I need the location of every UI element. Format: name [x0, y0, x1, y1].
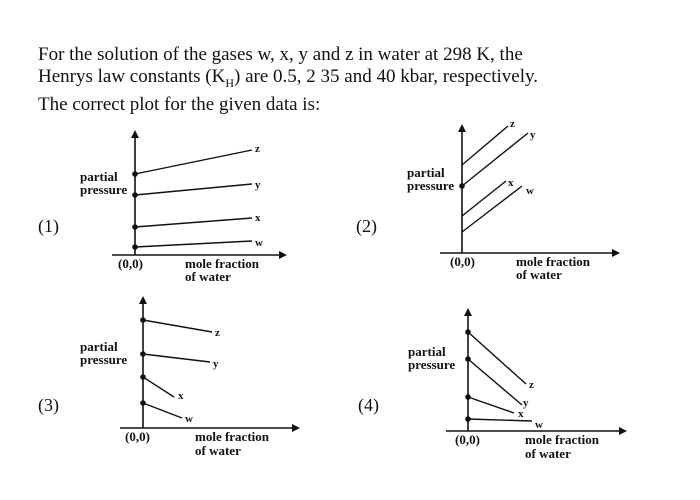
plot-3-series-x: x [178, 390, 184, 402]
plot-1-point-x [132, 224, 138, 230]
plot-3-ylabel-2: pressure [80, 352, 128, 367]
plot-2 [407, 118, 618, 282]
plot-2-ylabel-1: partial [407, 165, 445, 180]
plot-1-series-z: z [255, 143, 260, 155]
plot-4-series-x: x [518, 408, 524, 420]
plot-3 [80, 298, 298, 458]
option-3-label: (3) [38, 395, 59, 415]
plot-2-line-x [462, 181, 506, 216]
plot-1-series-x: x [255, 212, 261, 224]
plot-3-ylabel-1: partial [80, 339, 118, 354]
plot-3-series-y: y [213, 358, 219, 370]
option-4-label: (4) [358, 395, 379, 415]
plot-2-line-z [462, 126, 508, 165]
plot-2-series-x: x [508, 177, 514, 189]
plot-3-line-z [143, 320, 212, 332]
plot-4-series-z: z [529, 379, 534, 391]
plot-2-series-y: y [530, 129, 536, 141]
plot-4-point-y [465, 356, 471, 362]
plot-4-xlabel-2: of water [525, 446, 571, 461]
plot-1-origin: (0,0) [118, 256, 143, 271]
plot-2-ylabel-2: pressure [407, 178, 455, 193]
plot-3-point-w [140, 400, 146, 406]
plot-3-line-y [143, 354, 210, 362]
plot-3-point-z [140, 317, 146, 323]
plot-1-point-y [132, 192, 138, 198]
plot-4-line-x [468, 397, 514, 413]
plot-1-xlabel-2: of water [185, 269, 231, 284]
plot-3-line-x [143, 377, 174, 397]
plot-4-series-w: w [535, 419, 543, 431]
plot-4-origin: (0,0) [455, 432, 480, 447]
plot-1-xlabel-1: mole fraction [185, 256, 260, 271]
plot-1 [80, 132, 285, 284]
plot-4-line-z [468, 332, 526, 384]
plot-3-series-z: z [215, 327, 220, 339]
plot-3-origin: (0,0) [125, 429, 150, 444]
question-line-3: The correct plot for the given data is: [38, 93, 321, 115]
plot-1-ylabel-2: pressure [80, 182, 128, 197]
plot-3-xlabel-1: mole fraction [195, 429, 270, 444]
plot-1-point-w [132, 244, 138, 250]
plot-1-line-w [135, 241, 252, 247]
plot-1-point-z [132, 171, 138, 177]
plot-1-line-y [135, 184, 252, 195]
plot-4-ylabel-2: pressure [408, 357, 456, 372]
plot-1-line-z [135, 150, 252, 174]
plot-1-ylabel-1: partial [80, 169, 118, 184]
plot-4-point-z [465, 329, 471, 335]
plot-3-point-y [140, 351, 146, 357]
plot-4-point-w [465, 416, 471, 422]
plot-2-xlabel-1: mole fraction [516, 254, 591, 269]
plot-2-point [459, 183, 465, 189]
plot-4 [408, 310, 625, 461]
question-line-2: Henrys law constants $(K_H)$ are 0.5, 2 35 and 40 kbar, respectively. [38, 66, 539, 90]
plot-4-ylabel-1: partial [408, 344, 446, 359]
plot-4-line-y [468, 359, 522, 405]
plot-4-series-y: y [523, 397, 529, 409]
plot-1-line-x [135, 218, 252, 227]
option-1-label: (1) [38, 216, 59, 236]
plot-3-point-x [140, 374, 146, 380]
plot-2-xlabel-2: of water [516, 267, 562, 282]
plot-2-line-y [462, 133, 528, 186]
plot-3-series-w: w [185, 413, 193, 425]
plot-4-xlabel-1: mole fraction [525, 432, 600, 447]
plot-2-series-w: w [526, 185, 534, 197]
plot-2-origin: (0,0) [450, 254, 475, 269]
plot-1-series-w: w [255, 237, 263, 249]
option-2-label: (2) [356, 216, 377, 236]
plot-1-series-y: y [255, 179, 261, 191]
plot-3-line-w [143, 403, 182, 418]
plot-2-series-z: z [510, 118, 515, 130]
plot-3-xlabel-2: of water [195, 443, 241, 458]
plot-4-point-x [465, 394, 471, 400]
question-line-1: For the solution of the gases w, x, y and z in water at 298 K, the [38, 44, 523, 65]
